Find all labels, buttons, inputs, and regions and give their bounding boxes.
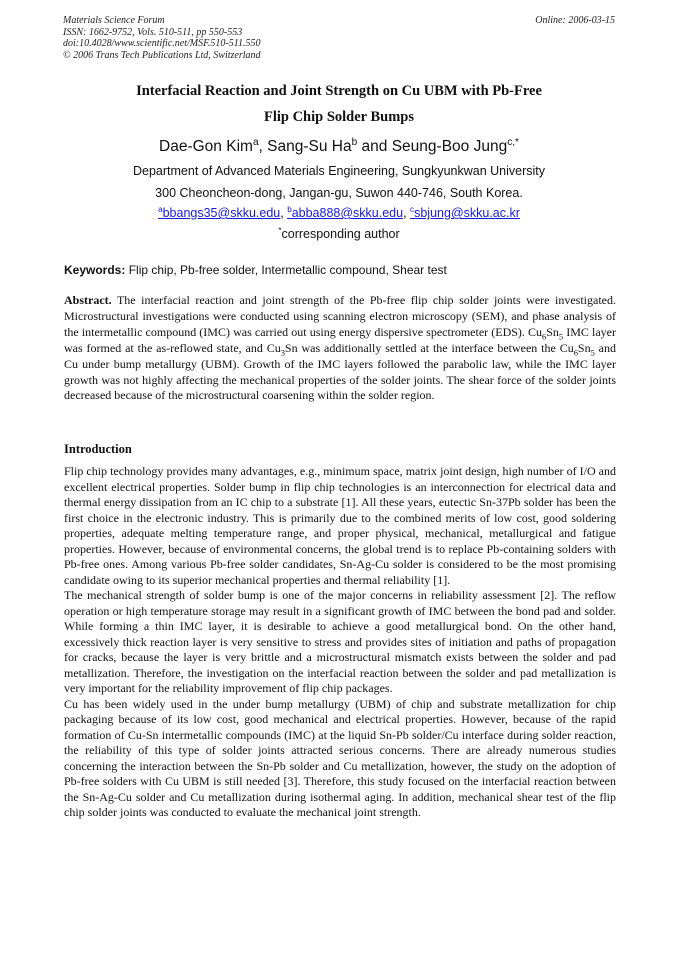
introduction-paragraph: Flip chip technology provides many advantages, e.g., minimum space, matrix joint design, high number of I/O and excellent electrical properties. Solder bump in flip chip technologies is an interconnection for electrical data and thermal energy dissipation from an IC chip to a substrate [1]. All these years, eutectic Sn-37Pb solder has been the first choice in the electronic industry. This is primarily due to the combined merits of low cost, good soldering properties, adequate melting temperature range, and proper physical, mechanical, metallurgical and fatigue properties. However, because of environmental concerns, the global trend is to replace Pb-containing solders with Pb-free ones. Among various Pb-free solder candidates, Sn-Ag-Cu solder is considered to be the most promising candidate owing to its superior mechanical properties and thermal reliability [1].: [64, 464, 616, 587]
abstract-body: [64, 293, 616, 402]
keywords: [64, 263, 616, 277]
abstract-subscript: 3: [280, 348, 285, 358]
email-address: sbjung@skku.ac.kr: [414, 206, 520, 220]
copyright-line: © 2006 Trans Tech Publications Ltd, Switzerland: [63, 49, 261, 61]
affiliation-address: 300 Cheoncheon-dong, Jangan-gu, Suwon 440-746, South Korea.: [155, 186, 523, 200]
article-doi: doi:10.4028/www.scientific.net/MSF.510-511.550: [63, 38, 261, 50]
journal-issn: ISSN: 1662-9752, Vols. 510-511, pp 550-553: [63, 26, 243, 38]
author-list: [60, 138, 618, 156]
abstract-subscript: 6: [573, 348, 578, 358]
keywords-label: Keywords:: [64, 263, 126, 277]
email-link[interactable]: [410, 206, 520, 220]
author-name: Dae-Gon Kim: [159, 138, 253, 155]
paper-title-line-1: Interfacial Reaction and Joint Strength on Cu UBM with Pb-Free: [136, 83, 542, 99]
corresponding-text: corresponding author: [281, 227, 400, 241]
email-mark: c: [410, 204, 415, 214]
introduction-paragraph: The mechanical strength of solder bump is one of the major concerns in reliability assessment [2]. The reflow operation or high temperature storage may result in a significant growth of IMC between the bond pad and solder. While forming a thin IMC layer, it is desirable to achieve a good metallurgical bond. On the other hand, excessively thick reaction layer is very sensitive to stress and provides sites of initiation and paths of propagation for cracks, because the layer is very brittle and a microstructural mismatch exists between the solder and pad metallization. Therefore, the investigation on the interfacial reaction between the solder and pad metallization is very important for the reliability improvement of flip chip packages.: [64, 588, 616, 695]
author-affiliation-mark: a: [252, 136, 259, 148]
author-name: Sang-Su Ha: [267, 138, 352, 155]
abstract-text: Sn: [546, 324, 559, 339]
email-mark: b: [287, 204, 292, 214]
abstract-subscript: 6: [542, 332, 547, 342]
email-link[interactable]: [158, 206, 280, 220]
corresponding-author-note: [60, 227, 618, 241]
online-date: Online: 2006-03-15: [535, 15, 615, 26]
abstract-subscript: 5: [590, 348, 595, 358]
affiliation-department: Department of Advanced Materials Engineering, Sungkyunkwan University: [132, 164, 546, 178]
email-separator: ,: [280, 206, 288, 220]
abstract-subscript: 5: [558, 332, 564, 342]
abstract-text: The interfacial reaction and joint strength of the Pb-free flip chip solder joints were investigated. Microstructural investigations were conducted using scanning electron microscopy (SEM), and phase analysis of the intermetallic compound (IMC) was carried out using energy dispersive spectrometer (EDS). Cu: [64, 293, 616, 339]
author-emails: [60, 206, 618, 220]
email-address: bbangs35@skku.edu: [162, 206, 281, 220]
abstract-text: IMC layer was formed at the as-reflowed state, and Cu: [64, 324, 616, 355]
journal-name: Materials Science Forum: [63, 15, 165, 26]
email-separator: ,: [403, 206, 411, 220]
abstract-text: Sn was additionally settled at the interface between the Cu: [284, 340, 574, 355]
email-link[interactable]: [287, 206, 403, 220]
author-separator: and: [357, 138, 392, 155]
author-affiliation-mark: b: [351, 136, 358, 148]
section-heading-introduction: Introduction: [64, 442, 132, 456]
abstract-text: and Cu under bump metallurgy (UBM). Growth of the IMC layers followed the parabolic law, while the IMC layer growth was not highly affecting the mechanical properties of the solder joints. The shear force of the solder joints decreased because of the microstructural coarsening within the solder region.: [64, 340, 616, 403]
email-mark: a: [158, 204, 163, 214]
email-address: abba888@skku.edu: [291, 206, 404, 220]
introduction-paragraph: Cu has been widely used in the under bump metallurgy (UBM) of chip and substrate metallization for chip packaging because of its low cost, good mechanical and electrical properties. However, because of the rapid formation of Cu-Sn intermetallic compounds (IMC) at the liquid Sn-Pb solder/Cu interface during solder reaction, the reliability of this type of solder joints attracted serious concerns. There are already numerous studies concerning the interaction between the Sn-Pb solder and Cu metallization, however, the study on the adoption of Pb-free solders with Cu UBM is still needed [3]. Therefore, this study focused on the interfacial reaction between the Sn-Ag-Cu solder and Cu metallization during isothermal aging. In addition, mechanical shear test of the flip chip solder joints was conducted to evaluate the mechanical joint strength.: [64, 696, 616, 819]
author-separator: ,: [258, 138, 268, 155]
corresponding-mark: *: [278, 225, 282, 235]
author-name: Seung-Boo Jung: [391, 138, 508, 155]
abstract-label: Abstract.: [64, 293, 112, 307]
author-affiliation-mark: c,*: [507, 136, 519, 148]
paper-title-line-2: Flip Chip Solder Bumps: [263, 109, 415, 125]
abstract: [64, 293, 616, 404]
introduction-body: [64, 464, 616, 821]
journal-header: [63, 15, 615, 61]
keywords-text: Flip chip, Pb-free solder, Intermetallic compound, Shear test: [125, 263, 447, 277]
abstract-text: Sn: [577, 340, 591, 355]
